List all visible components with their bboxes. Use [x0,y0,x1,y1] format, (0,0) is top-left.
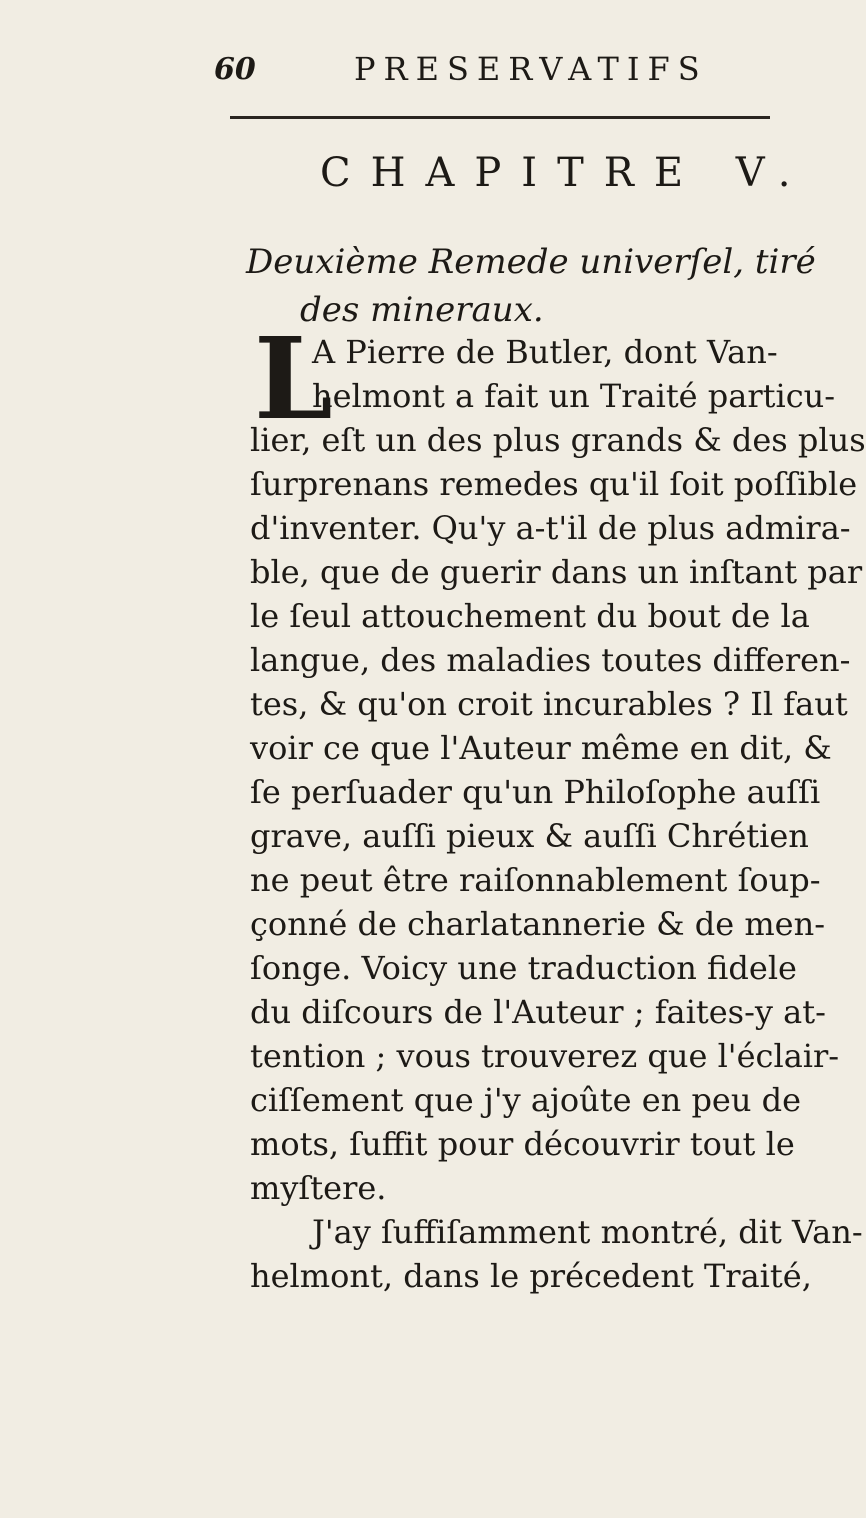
text-line: çonné de charlatannerie & de men- [250,905,826,943]
chapter-title: CHAPITRE V. [320,150,811,196]
text-line: grave, auſſi pieux & auſſi Chrétien [250,817,809,855]
header-rule [230,116,770,119]
chapter-subtitle-line-2: des mineraux. [300,290,544,330]
text-line: J'ay ſuffiſamment montré, dit Van- [312,1213,863,1251]
text-line: voir ce que l'Auteur même en dit, & [250,729,832,767]
text-line: langue, des maladies toutes differen- [250,641,851,679]
text-line: helmont a fait un Traité particu- [312,377,836,415]
text-line: lier, eſt un des plus grands & des plus [250,421,866,459]
page-header [0,44,800,104]
text-line: tention ; vous trouverez que l'éclair- [250,1037,840,1075]
text-line: mots, ſuffit pour découvrir tout le [250,1125,795,1163]
text-line: ble, que de guerir dans un inſtant par [250,553,863,591]
text-line: myſtere. [250,1169,387,1207]
text-line: du diſcours de l'Auteur ; faites-y at- [250,993,826,1031]
text-line: helmont, dans le précedent Traité, [250,1257,812,1295]
body-text [250,314,866,1298]
chapter-subtitle-line-1: Deuxième Remede univerſel, tiré [246,242,816,282]
text-line: ſurprenans remedes qu'il ſoit poſſible [250,465,858,503]
text-line: tes, & qu'on croit incurables ? Il faut [250,685,848,723]
running-title: PRESERVATIFS [354,50,708,88]
text-line: ſonge. Voicy une traduction fidele [250,949,797,987]
text-line: ne peut être raiſonnablement ſoup- [250,861,821,899]
text-line: d'inventer. Qu'y a-t'il de plus admira- [250,509,851,547]
drop-cap: L [254,314,333,445]
text-line: ſe perſuader qu'un Philoſophe auſſi [250,773,821,811]
text-line: A Pierre de Butler, dont Van- [312,333,778,371]
page-number: 60 [214,52,256,87]
text-line: le ſeul attouchement du bout de la [250,597,810,635]
text-line: ciſſement que j'y ajoûte en peu de [250,1081,802,1119]
